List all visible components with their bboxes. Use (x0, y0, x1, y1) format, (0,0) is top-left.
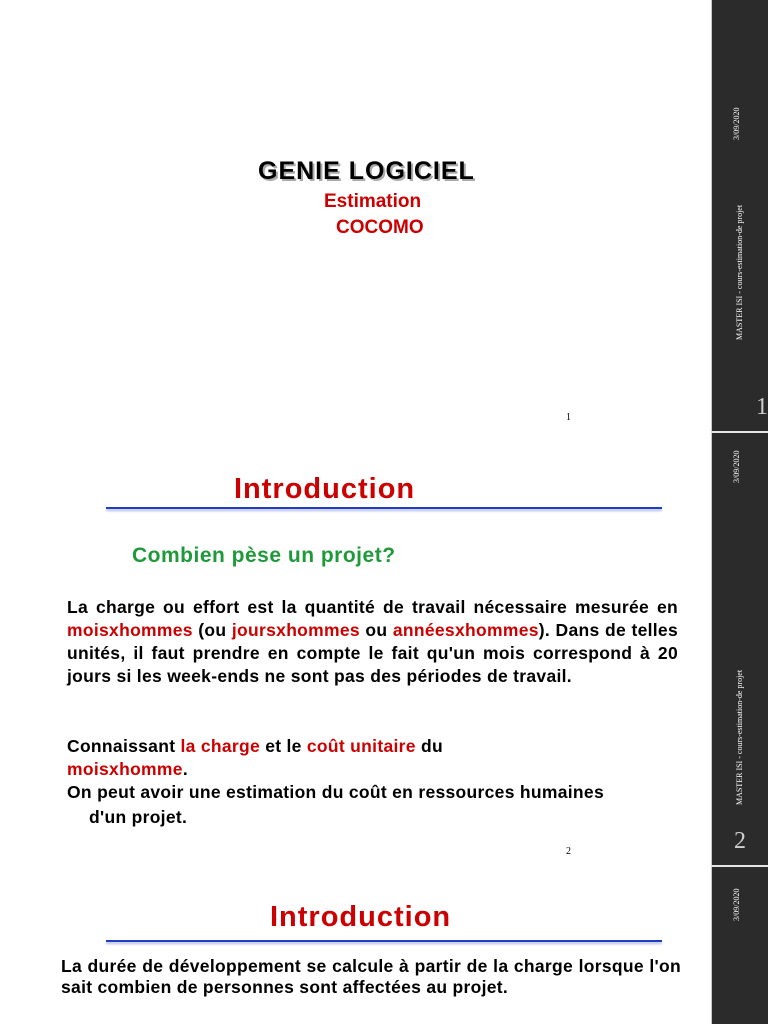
highlight-term: moisxhomme (67, 759, 183, 779)
slide-date: 3/09/2020 (732, 107, 741, 140)
highlight-term: joursxhommes (231, 620, 360, 640)
slide-3 (0, 867, 711, 1024)
page-number: 1 (566, 412, 571, 423)
text: . (182, 759, 188, 779)
slide-2 (0, 433, 711, 865)
slide-subtitle-cocomo: COCOMO (336, 217, 424, 238)
text: d'un projet. (89, 807, 188, 827)
text: (ou (192, 620, 232, 640)
page-number: 2 (566, 846, 571, 857)
text: La charge ou effort est la quantité de travail nécessaire mesurée en (67, 597, 678, 617)
slide-number: 1 (756, 394, 768, 420)
highlight-term: annéesxhommes (392, 620, 539, 640)
text: ). Dans de telles unités, il faut prendre en compte le fait qu'un mois correspond à 20 jours si les week-ends ne sont pas des périodes de travail. (67, 620, 678, 686)
sidebar-slide-3 (711, 867, 768, 1024)
highlight-term: moisxhommes (67, 620, 193, 640)
slide-title: GENIE LOGICIEL (258, 157, 475, 185)
sidebar-slide-2 (711, 433, 768, 866)
slide-date: 3/09/2020 (732, 450, 741, 483)
slide-title: Introduction (270, 901, 452, 933)
slide-number: 2 (734, 828, 746, 854)
slide-date: 3/09/2020 (732, 888, 741, 921)
title-underline (106, 940, 662, 942)
text: du (415, 736, 443, 756)
slide-title: Introduction (234, 473, 416, 505)
highlight-term: la charge (180, 736, 261, 756)
text: ou (359, 620, 393, 640)
slide-1 (0, 0, 711, 432)
paragraph-charge-definition (67, 596, 678, 688)
slide-subtitle-estimation: Estimation (324, 191, 422, 212)
slide-footer: MASTER ISI - cours-estimation-de projet (735, 204, 744, 340)
slide-question: Combien pèse un projet? (132, 544, 396, 567)
text: et le (260, 736, 307, 756)
highlight-term: coût unitaire (306, 736, 416, 756)
paragraph-duree: La durée de développement se calcule à partir de la charge lorsque l'on sait combien de personnes sont affectées au projet. (61, 956, 681, 997)
title-underline (106, 507, 662, 509)
text: On peut avoir une estimation du coût en ressources humaines (67, 782, 604, 802)
sidebar-slide-1 (711, 0, 768, 432)
text: Connaissant (67, 736, 181, 756)
paragraph-cout-unitaire (67, 735, 678, 829)
slide-footer: MASTER ISI - cours-estimation-de projet (735, 669, 744, 805)
